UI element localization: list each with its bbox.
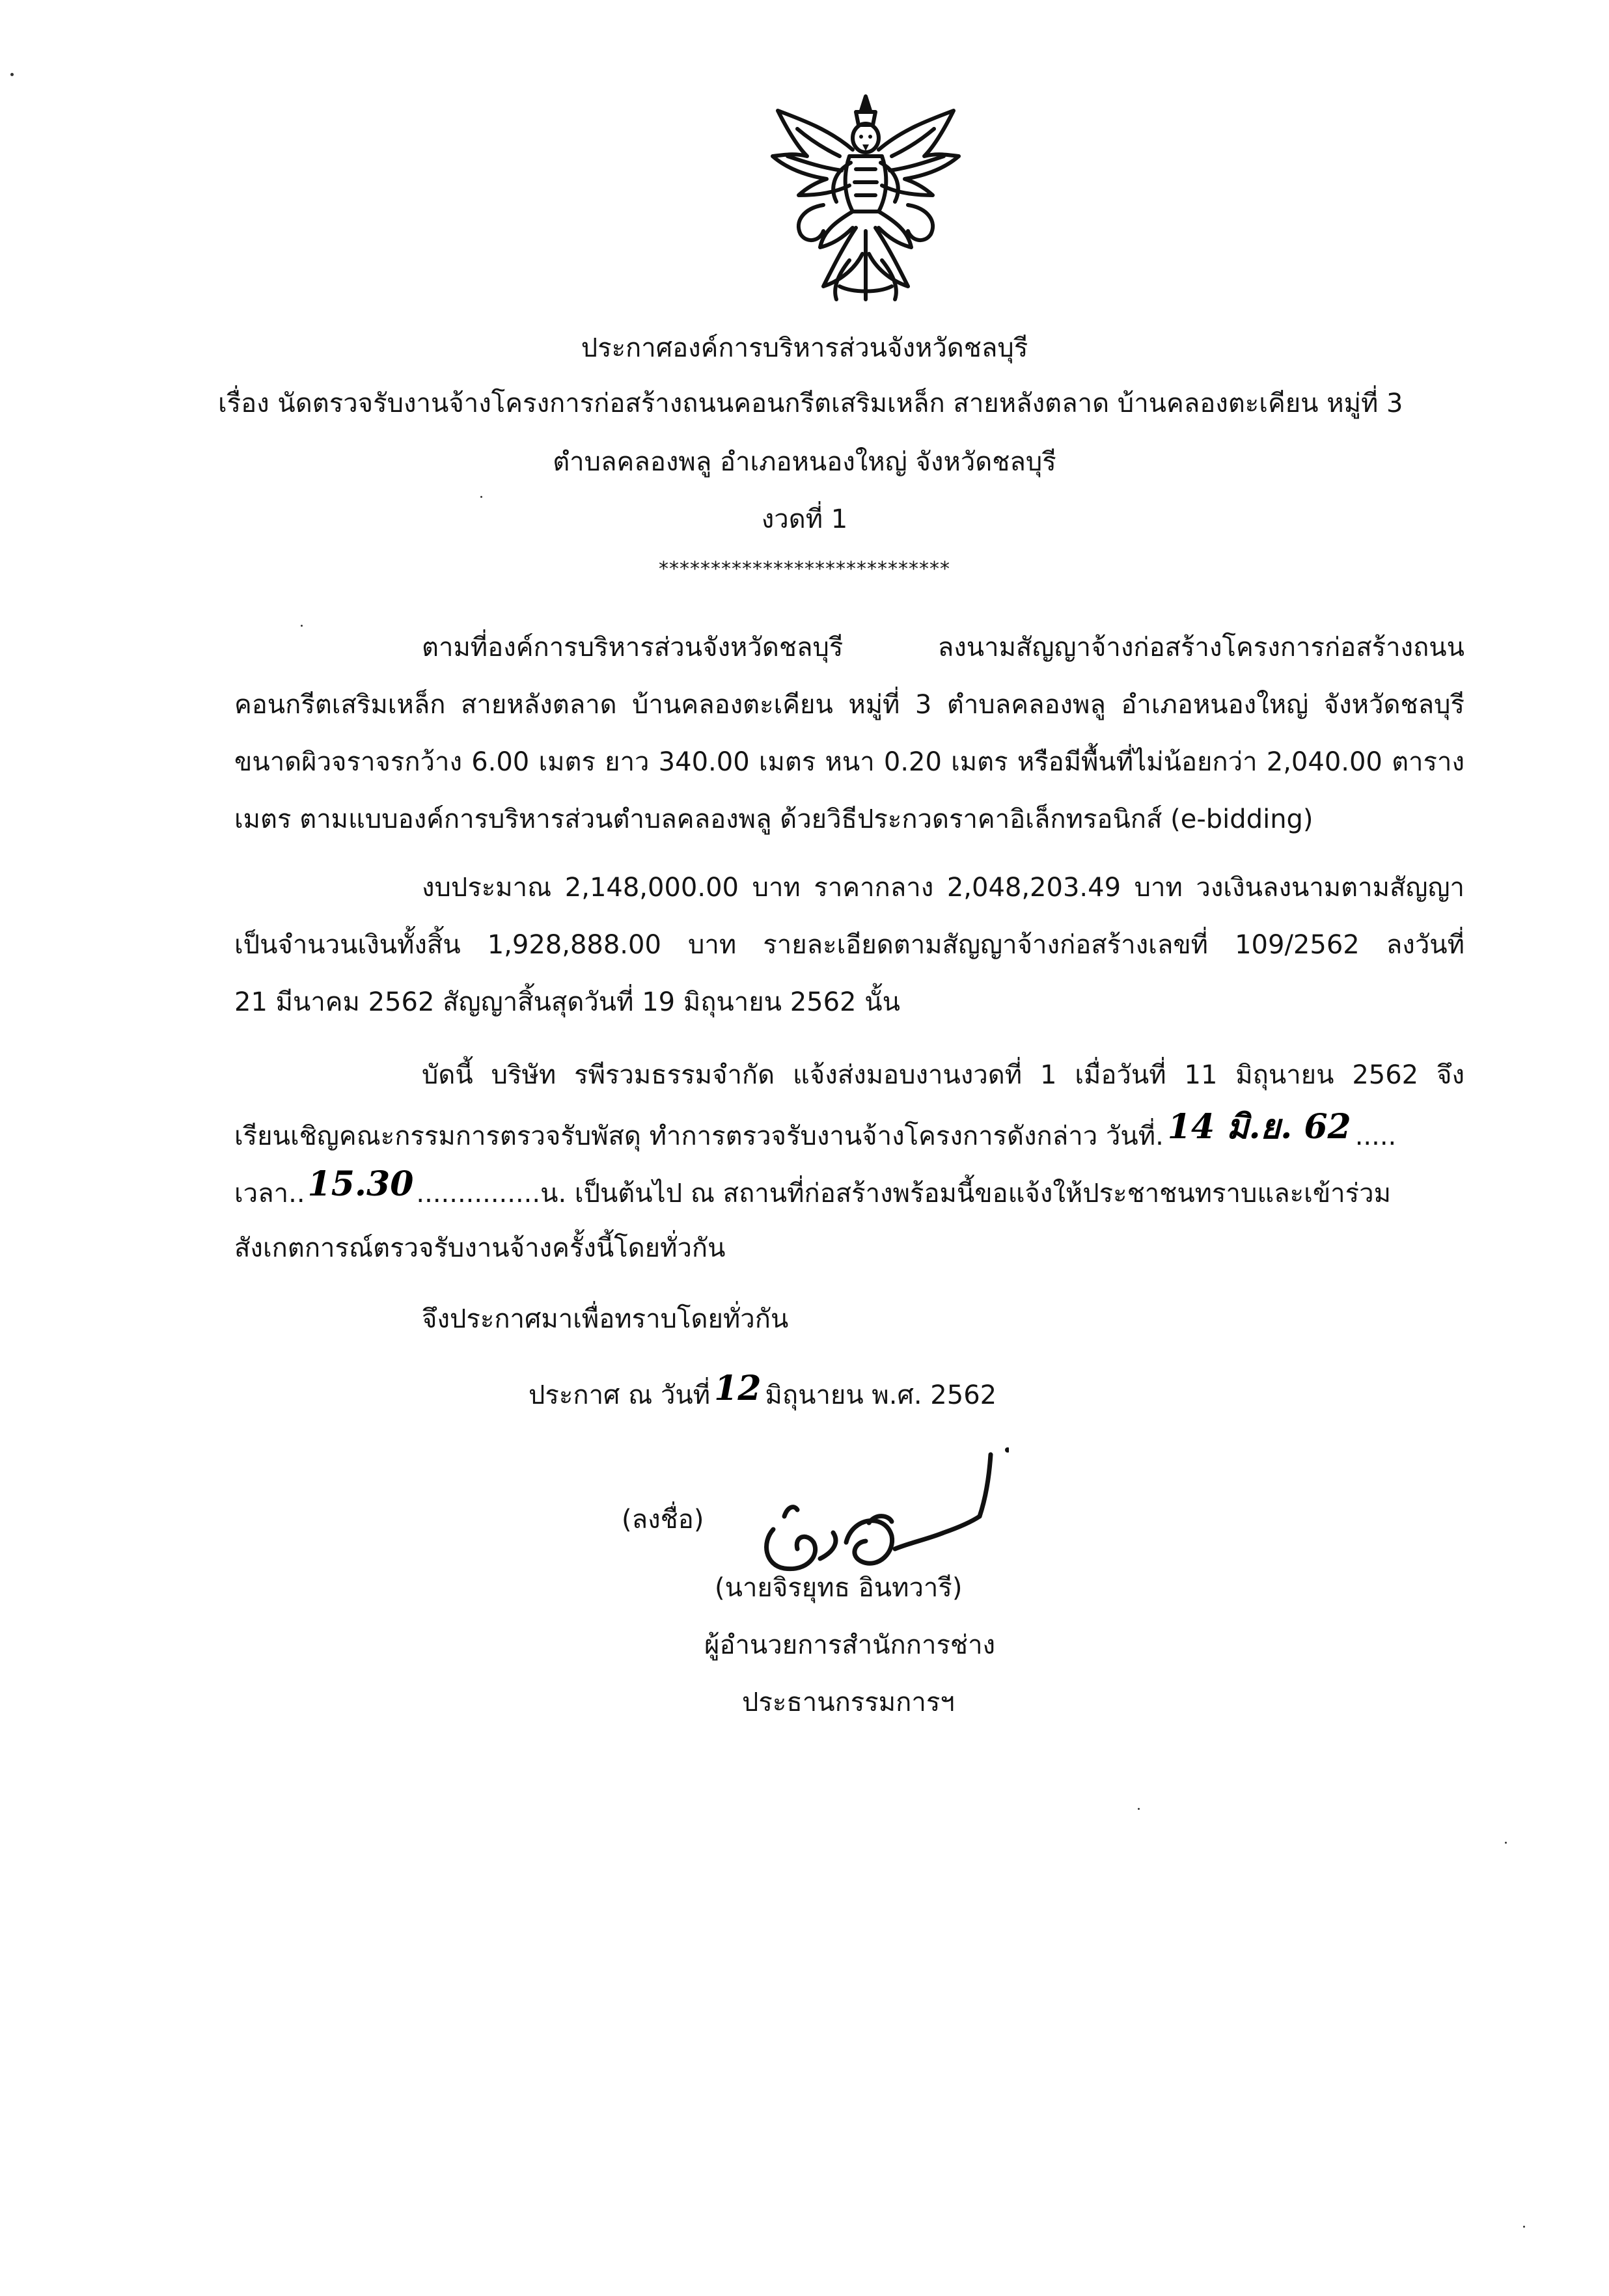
date-dots: .: [1155, 1121, 1164, 1151]
time-label: เวลา: [234, 1179, 289, 1209]
para1-line1: ตามที่องค์การบริหารส่วนจังหวัดชลบุรี ลงนามสัญญาจ้างก่อสร้างโครงการก่อสร้างถนน: [422, 633, 1465, 663]
scan-speck: [10, 73, 14, 76]
para1-line4: เมตร ตามแบบองค์การบริหารส่วนตำบลคลองพลู ด้วยวิธีประกวดราคาอิเล็กทรอนิกส์ (e-bidding): [234, 804, 1313, 834]
handwritten-announce-day: 12: [714, 1369, 762, 1408]
announcement-title: ประกาศองค์การบริหารส่วนจังหวัดชลบุรี: [581, 333, 1028, 363]
handwritten-inspection-time: 15.30: [307, 1164, 414, 1204]
para3-line3-text: น. เป็นต้นไป ณ สถานที่ก่อสร้างพร้อมนี้ขอแจ้งให้ประชาชนทราบและเข้าร่วม: [540, 1179, 1391, 1209]
para3-line4: สังเกตการณ์ตรวจรับงานจ้างครั้งนี้โดยทั่วกัน: [234, 1233, 726, 1263]
para3-line3: [234, 1164, 1391, 1213]
para2-line3: 21 มีนาคม 2562 สัญญาสิ้นสุดวันที่ 19 มิถุนายน 2562 นั้น: [234, 987, 900, 1017]
scan-speck: [301, 625, 303, 627]
date-dots-tail: .....: [1355, 1121, 1397, 1151]
para3-line2-text: เรียนเชิญคณะกรรมการตรวจรับพัสดุ ทำการตรวจรับงานจ้างโครงการดังกล่าว วันที่: [234, 1121, 1156, 1151]
subject-line-2: ตำบลคลองพลู อำเภอหนองใหญ่ จังหวัดชลบุรี: [553, 447, 1056, 477]
announce-prefix: ประกาศ ณ วันที่: [529, 1380, 711, 1410]
announce-suffix: มิถุนายน พ.ศ. 2562: [765, 1380, 997, 1410]
signatory-name: (นายจิรยุทธ อินทวารี): [715, 1573, 963, 1603]
scan-speck: [480, 496, 482, 498]
para2-line2: เป็นจำนวนเงินทั้งสิ้น 1,928,888.00 บาท รายละเอียดตามสัญญาจ้างก่อสร้างเลขที่ 109/2562 ลงวันที่: [234, 930, 1465, 960]
signatory-role: ประธานกรรมการฯ: [742, 1688, 955, 1717]
handwritten-signature: [736, 1445, 1009, 1581]
scan-speck: [1523, 2226, 1525, 2228]
closing-statement: จึงประกาศมาเพื่อทราบโดยทั่วกัน: [422, 1304, 789, 1334]
time-dots-tail: ...............: [416, 1179, 541, 1209]
para1-line3: ขนาดผิวจราจรกว้าง 6.00 เมตร ยาว 340.00 เมตร หนา 0.20 เมตร หรือมีพื้นที่ไม่น้อยกว่า 2,040.00 ตาราง: [234, 747, 1465, 777]
para1-line2: คอนกรีตเสริมเหล็ก สายหลังตลาด บ้านคลองตะเคียน หมู่ที่ 3 ตำบลคลองพลู อำเภอหนองใหญ่ จังหวัดชลบุรี: [234, 690, 1465, 720]
installment-label: งวดที่ 1: [761, 504, 848, 534]
para3-line1: บัดนี้ บริษัท รพีรวมธรรมจำกัด แจ้งส่งมอบงานงวดที่ 1 เมื่อวันที่ 11 มิถุนายน 2562 จึง: [422, 1060, 1465, 1090]
separator-stars: ****************************: [659, 558, 950, 581]
sign-label: (ลงชื่อ): [622, 1505, 704, 1535]
handwritten-inspection-date: 14 มิ.ย. 62: [1167, 1107, 1351, 1147]
para3-line2: [234, 1107, 1397, 1156]
subject-line-1: เรื่อง นัดตรวจรับงานจ้างโครงการก่อสร้างถนนคอนกรีตเสริมเหล็ก สายหลังตลาด บ้านคลองตะเคียน หมู่ที่ 3: [218, 389, 1403, 418]
time-dots-lead: ..: [288, 1179, 305, 1209]
scan-speck: [1505, 1842, 1507, 1844]
scan-speck: [1138, 1808, 1140, 1810]
para2-line1: งบประมาณ 2,148,000.00 บาท ราคากลาง 2,048,203.49 บาท วงเงินลงนามตามสัญญา: [422, 873, 1465, 903]
announce-date-line: [529, 1369, 997, 1415]
signatory-position: ผู้อำนวยการสำนักการช่าง: [704, 1630, 996, 1660]
garuda-emblem: [758, 91, 973, 306]
